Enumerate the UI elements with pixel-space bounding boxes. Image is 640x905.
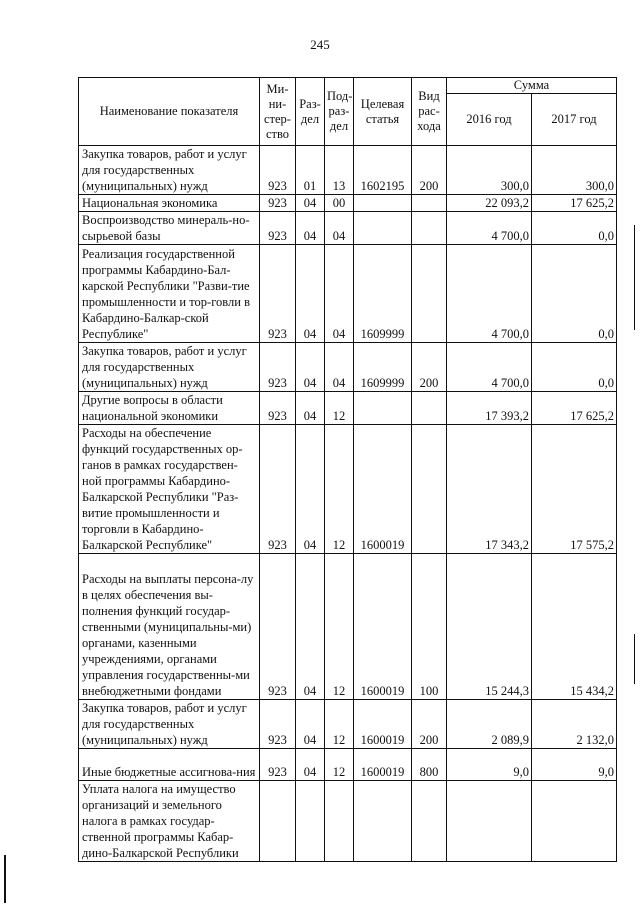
row-amount-2016: 4 700,0 <box>447 245 532 343</box>
row-target: 1600019 <box>354 425 412 554</box>
table-row <box>79 425 617 554</box>
row-subsection: 04 <box>325 343 354 392</box>
header-expense-type <box>412 78 447 146</box>
row-target: 1600019 <box>354 749 412 781</box>
row-section: 04 <box>296 212 325 245</box>
row-expense-type: 100 <box>412 554 447 700</box>
table-row <box>79 700 617 749</box>
table-row <box>79 554 617 700</box>
row-amount-2016: 4 700,0 <box>447 212 532 245</box>
row-expense-type <box>412 245 447 343</box>
row-section: 04 <box>296 245 325 343</box>
row-section: 01 <box>296 146 325 195</box>
row-section: 04 <box>296 343 325 392</box>
row-section: 04 <box>296 554 325 700</box>
row-section: 04 <box>296 749 325 781</box>
row-target <box>354 392 412 425</box>
row-amount-2016: 4 700,0 <box>447 343 532 392</box>
row-name: Национальная экономика <box>79 195 260 212</box>
row-ministry: 923 <box>260 425 296 554</box>
row-name: Другие вопросы в области национальной экономики <box>79 392 260 425</box>
row-expense-type: 200 <box>412 146 447 195</box>
budget-table <box>78 77 617 862</box>
row-expense-type <box>412 212 447 245</box>
row-amount-2016: 2 089,9 <box>447 700 532 749</box>
row-amount-2017: 9,0 <box>532 749 617 781</box>
row-ministry: 923 <box>260 554 296 700</box>
header-target-label: Целевая статья <box>360 96 405 126</box>
row-amount-2016: 300,0 <box>447 146 532 195</box>
row-subsection: 13 <box>325 146 354 195</box>
row-target <box>354 195 412 212</box>
row-amount-2016: 17 393,2 <box>447 392 532 425</box>
header-subsection-label: Под- раз- дел <box>327 89 353 133</box>
row-name: Закупка товаров, работ и услуг для государственных (муниципальных) нужд <box>79 700 260 749</box>
scan-mark-left-bottom <box>4 855 6 903</box>
table-row <box>79 245 617 343</box>
row-ministry: 923 <box>260 392 296 425</box>
table-row <box>79 343 617 392</box>
row-ministry: 923 <box>260 195 296 212</box>
scan-mark-right-top <box>634 225 635 330</box>
header-ministry-label: Ми- ни- стер- ство <box>264 81 291 141</box>
row-subsection: 00 <box>325 195 354 212</box>
row-section: 04 <box>296 195 325 212</box>
table-row <box>79 195 617 212</box>
row-name: Реализация государственной программы Кабардино-Бал-карской Республики "Разви-тие промышленности и тор-говли в Кабардино-Балкар-ской Республике" <box>79 245 260 343</box>
header-sum: Сумма <box>447 78 617 94</box>
row-target <box>354 781 412 862</box>
row-amount-2016 <box>447 781 532 862</box>
row-expense-type <box>412 425 447 554</box>
table-row <box>79 781 617 862</box>
row-ministry: 923 <box>260 146 296 195</box>
row-expense-type <box>412 392 447 425</box>
row-subsection: 12 <box>325 554 354 700</box>
row-amount-2017 <box>532 781 617 862</box>
table-row <box>79 392 617 425</box>
table-row <box>79 212 617 245</box>
row-subsection: 12 <box>325 425 354 554</box>
row-expense-type: 200 <box>412 700 447 749</box>
row-name: Закупка товаров, работ и услуг для государственных (муниципальных) нужд <box>79 343 260 392</box>
row-name: Закупка товаров, работ и услуг для государственных (муниципальных) нужд <box>79 146 260 195</box>
row-amount-2016: 22 093,2 <box>447 195 532 212</box>
header-year-2017: 2017 год <box>532 94 617 146</box>
row-amount-2016: 15 244,3 <box>447 554 532 700</box>
row-section: 04 <box>296 392 325 425</box>
row-name: Иные бюджетные ассигнова-ния <box>79 749 260 781</box>
row-expense-type: 200 <box>412 343 447 392</box>
row-subsection: 04 <box>325 212 354 245</box>
row-target: 1600019 <box>354 700 412 749</box>
header-section <box>296 78 325 146</box>
row-ministry: 923 <box>260 749 296 781</box>
row-section: 04 <box>296 425 325 554</box>
row-ministry: 923 <box>260 245 296 343</box>
header-target <box>354 78 412 146</box>
row-amount-2017: 15 434,2 <box>532 554 617 700</box>
row-amount-2017: 0,0 <box>532 343 617 392</box>
row-name: Уплата налога на имущество организаций и земельного налога в рамках государ-ственной программы Кабар-дино-Балкарской Республики <box>79 781 260 862</box>
row-target: 1600019 <box>354 554 412 700</box>
row-target: 1602195 <box>354 146 412 195</box>
row-ministry <box>260 781 296 862</box>
row-subsection <box>325 781 354 862</box>
header-name: Наименование показателя <box>79 78 260 146</box>
row-subsection: 12 <box>325 749 354 781</box>
header-expense-type-label: Вид рас- хода <box>417 89 441 133</box>
row-amount-2017: 17 625,2 <box>532 195 617 212</box>
row-name: Воспроизводство минераль-но-сырьевой базы <box>79 212 260 245</box>
row-expense-type: 800 <box>412 749 447 781</box>
row-subsection: 12 <box>325 392 354 425</box>
scan-mark-right-bottom <box>634 634 635 684</box>
row-amount-2016: 9,0 <box>447 749 532 781</box>
row-amount-2017: 0,0 <box>532 212 617 245</box>
row-target: 1609999 <box>354 343 412 392</box>
row-amount-2017: 17 625,2 <box>532 392 617 425</box>
row-subsection: 04 <box>325 245 354 343</box>
table-row <box>79 749 617 781</box>
row-ministry: 923 <box>260 343 296 392</box>
row-target: 1609999 <box>354 245 412 343</box>
row-ministry: 923 <box>260 212 296 245</box>
row-name: Расходы на выплаты персона-лу в целях обеспечения вы-полнения функций государ-ственными (муниципальны-ми) органами, казенными учреждениями, органами управления государственны-ми внебюджетными фондами <box>79 554 260 700</box>
row-subsection: 12 <box>325 700 354 749</box>
row-expense-type <box>412 781 447 862</box>
row-amount-2017: 0,0 <box>532 245 617 343</box>
header-subsection <box>325 78 354 146</box>
row-target <box>354 212 412 245</box>
row-expense-type <box>412 195 447 212</box>
row-ministry: 923 <box>260 700 296 749</box>
row-amount-2017: 300,0 <box>532 146 617 195</box>
row-amount-2016: 17 343,2 <box>447 425 532 554</box>
row-amount-2017: 17 575,2 <box>532 425 617 554</box>
header-section-label: Раз- дел <box>299 96 321 126</box>
row-section <box>296 781 325 862</box>
row-amount-2017: 2 132,0 <box>532 700 617 749</box>
row-section: 04 <box>296 700 325 749</box>
row-name: Расходы на обеспечение функций государственных ор-ганов в рамках государствен-ной программы Кабардино-Балкарской Республики "Раз-витие промышленности и торговли в Кабардино-Балкарской Республике" <box>79 425 260 554</box>
header-ministry <box>260 78 296 146</box>
table-row <box>79 146 617 195</box>
header-year-2016: 2016 год <box>447 94 532 146</box>
page-number: 245 <box>310 37 330 52</box>
